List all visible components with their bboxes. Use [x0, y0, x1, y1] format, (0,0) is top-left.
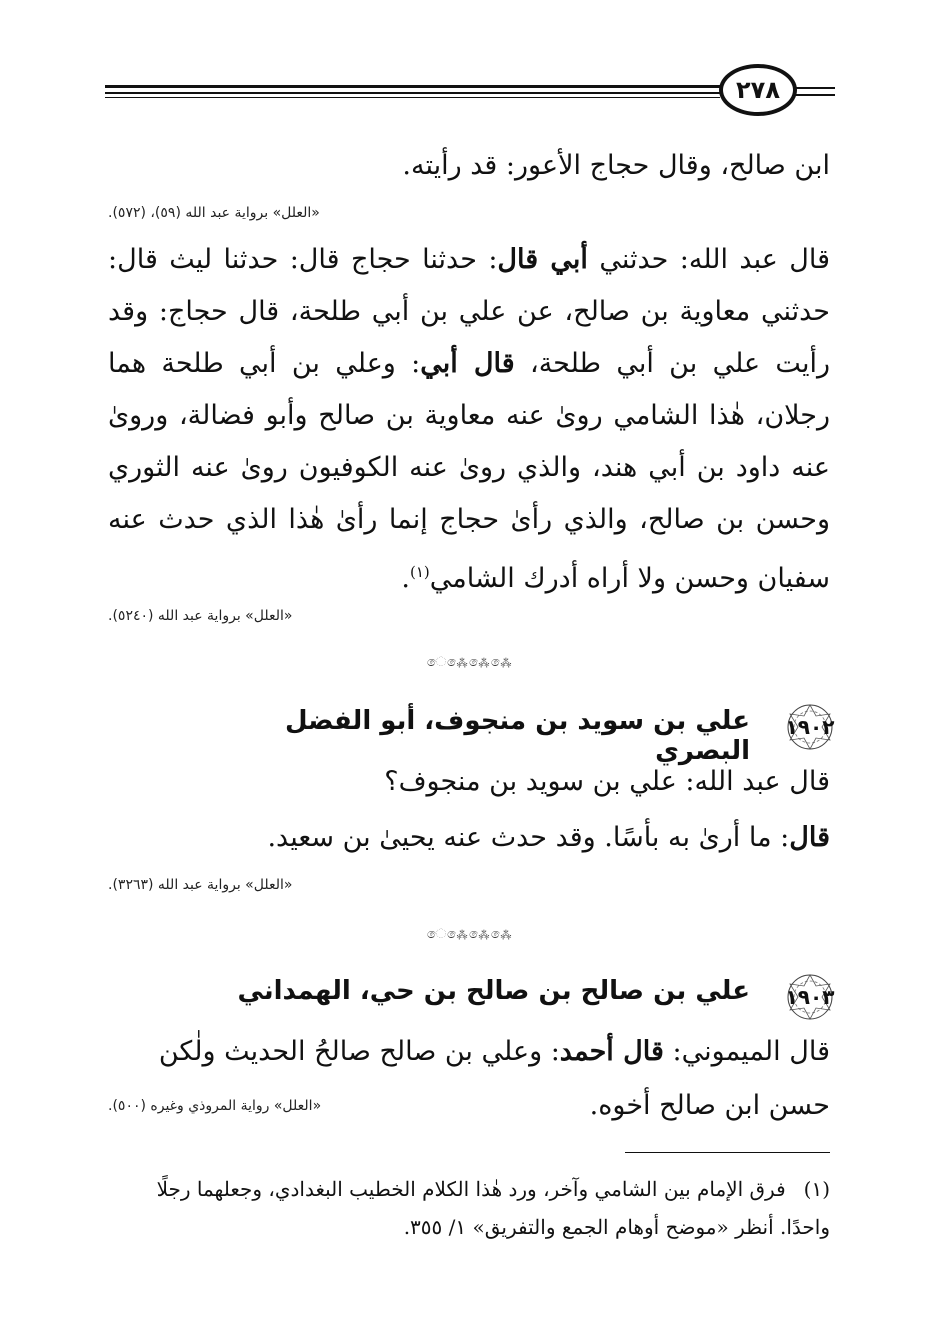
- page-header: [105, 62, 835, 122]
- source-citation: «العلل» برواية عبد الله (٣٢٦٣).: [108, 877, 293, 893]
- entry-badge: [780, 972, 840, 1022]
- source-citation: «العلل» برواية عبد الله (٥٢٤٠).: [108, 608, 293, 624]
- bold-span: قال أحمد: [559, 1036, 664, 1067]
- source-citation: «العلل» رواية المروذي وغيره (٥٠٠).: [108, 1098, 322, 1114]
- paragraph: [108, 756, 830, 808]
- text-span: قال عبد الله: حدثني: [587, 244, 831, 275]
- text-line: ابن صالح، وقال حجاج الأعور: قد رأيته.: [402, 150, 830, 181]
- bold-span: قال أبي: [420, 348, 515, 379]
- entry-heading: [200, 702, 840, 766]
- header-rule: [105, 85, 720, 88]
- bold-span: أبي قال: [497, 244, 588, 275]
- text-line: حسن ابن صالح أخوه.: [589, 1090, 830, 1121]
- entry-heading: [200, 972, 840, 1022]
- paragraph: [108, 234, 830, 605]
- section-ornament: ෙ⁂ෙ⁂ෙ⁂ෙ: [426, 655, 513, 670]
- text-span: قال الميموني:: [663, 1036, 830, 1067]
- entry-number: ١٩٠٣: [785, 985, 835, 1009]
- bold-span: قال: [789, 822, 830, 853]
- paragraph: [108, 140, 830, 192]
- text-line: قال عبد الله: علي بن سويد بن منجوف؟: [384, 766, 830, 797]
- header-rule: [105, 97, 720, 98]
- footnote: [108, 1170, 830, 1246]
- paragraph: [108, 812, 830, 864]
- entry-number: ١٩٠٢: [785, 715, 835, 739]
- section-ornament: ෙ⁂ෙ⁂ෙ⁂ෙ: [426, 927, 513, 942]
- footnote-separator: [625, 1152, 830, 1153]
- entry-badge: [780, 702, 840, 752]
- source-citation: «العلل» برواية عبد الله (٥٩)، (٥٧٢).: [108, 205, 320, 221]
- footnote-ref: (١): [410, 563, 430, 581]
- header-rule: [105, 92, 720, 94]
- text-span: .: [401, 563, 410, 594]
- entry-title: علي بن صالح بن صالح بن حي، الهمداني: [237, 976, 750, 1006]
- footnote-text: فرق الإمام بين الشامي وآخر، ورد هٰذا الكلام الخطيب البغدادي، وجعلهما رجلًا واحدًا. أنظر «موضح أوهام الجمع والتفريق» ١/ ٣٥٥.: [156, 1177, 830, 1239]
- footnote-mark: (١): [803, 1177, 830, 1201]
- text-span: : وعلي بن أبي طلحة هما رجلان، هٰذا الشامي روىٰ عنه معاوية بن صالح وأبو فضالة، وروىٰ عنه داود بن أبي هند، والذي روىٰ عنه الكوفيون روىٰ عنه الثوري وحسن بن صالح، والذي رأىٰ حجاج إنما رأىٰ هٰذا الذي حدث عنه سفيان وحسن ولا أراه أدرك الشامي: [108, 348, 830, 594]
- header-rule: [795, 87, 835, 89]
- text-span: : وعلي بن صالح صالحُ الحديث ولٰكن: [158, 1036, 560, 1067]
- text-span: : ما أرىٰ به بأسًا. وقد حدث عنه يحيىٰ بن سعيد.: [267, 822, 790, 853]
- text-span: : حدثنا حجاج قال: حدثنا ليث قال: حدثني معاوية بن صالح، عن علي بن أبي طلحة، قال حجاج: وقد رأيت علي بن أبي طلحة،: [108, 244, 830, 379]
- page-number: ٢٧٨: [719, 64, 797, 116]
- paragraph: [108, 1026, 830, 1078]
- entry-title: علي بن سويد بن منجوف، أبو الفضل البصري: [285, 706, 750, 766]
- header-rule: [795, 94, 835, 96]
